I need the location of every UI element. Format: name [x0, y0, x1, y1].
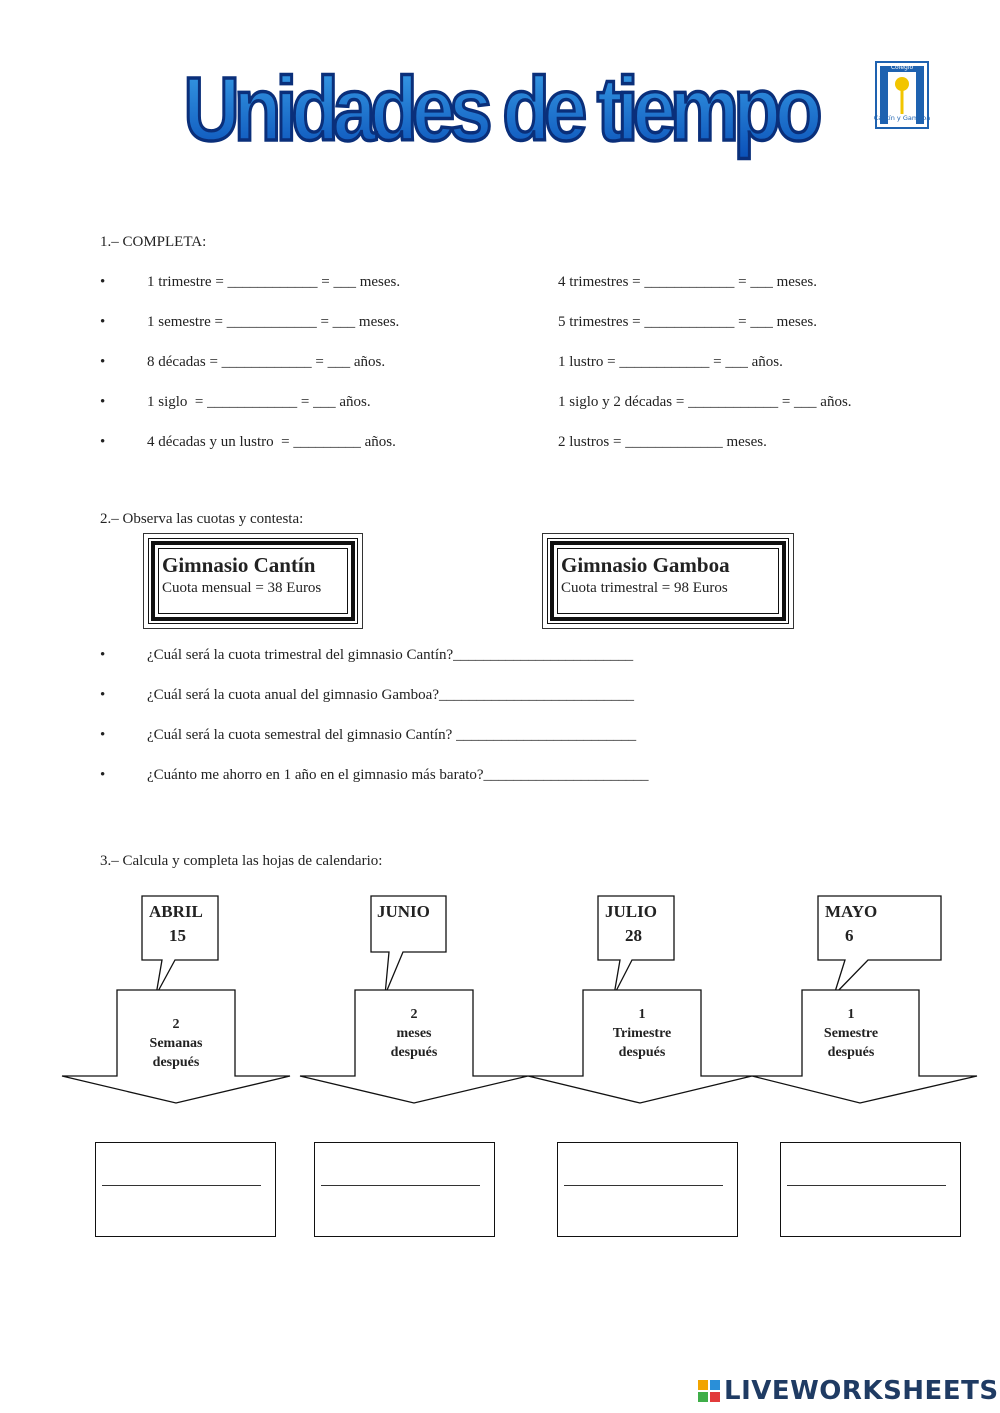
arrow-after: después	[390, 1045, 438, 1060]
gym-fee: Cuota mensual = 38 Euros	[162, 580, 322, 596]
bullet: •	[100, 314, 106, 330]
question-item: ¿Cuál será la cuota trimestral del gimnasio Cantín?________________________	[147, 647, 634, 663]
arrow-unit: Semanas	[149, 1036, 203, 1051]
arrow-unit: meses	[396, 1026, 432, 1041]
question-item: ¿Cuánto me ahorro en 1 año en el gimnasio más barato?______________________	[147, 767, 649, 783]
gym-card-cantin	[143, 533, 363, 629]
liveworksheets-watermark: LIVEWORKSHEETS	[724, 1376, 999, 1406]
answer-box[interactable]	[780, 1142, 961, 1237]
answer-box[interactable]	[314, 1142, 495, 1237]
question-item: ¿Cuál será la cuota anual del gimnasio Gamboa?__________________________	[147, 687, 634, 703]
gym-name: Gimnasio Cantín	[162, 553, 316, 577]
callout-text	[377, 900, 430, 924]
callout-month: MAYO	[825, 902, 878, 921]
gym-name: Gimnasio Gamboa	[561, 553, 730, 577]
callout-month: JULIO	[605, 902, 657, 921]
gym-fee: Cuota trimestral = 98 Euros	[561, 580, 728, 596]
gym-card-gamboa	[542, 533, 794, 629]
answer-line	[321, 1185, 480, 1186]
list-item: 4 décadas y un lustro = _________ años.	[147, 434, 396, 450]
list-item: 2 lustros = _____________ meses.	[558, 434, 767, 450]
bullet: •	[100, 767, 106, 783]
callout-month: JUNIO	[377, 902, 430, 921]
list-item: 1 trimestre = ____________ = ___ meses.	[147, 274, 401, 290]
list-item: 1 semestre = ____________ = ___ meses.	[147, 314, 400, 330]
section2-heading: 2.– Observa las cuotas y contesta:	[100, 511, 304, 527]
section3-heading: 3.– Calcula y completa las hojas de calendario:	[100, 853, 383, 869]
callout-day: 28	[625, 926, 642, 945]
liveworksheets-logo-icon	[698, 1380, 720, 1402]
school-logo	[872, 58, 932, 132]
bullet: •	[100, 274, 106, 290]
arrow-label	[592, 1005, 692, 1062]
list-item: 1 siglo y 2 décadas = ____________ = ___ años.	[558, 394, 852, 410]
list-item: 5 trimestres = ____________ = ___ meses.	[558, 314, 817, 330]
arrow-label	[364, 1005, 464, 1062]
bullet: •	[100, 647, 106, 663]
arrow-number: 2	[410, 1007, 418, 1022]
arrow-label	[126, 1015, 226, 1072]
bullet: •	[100, 394, 106, 410]
title-text: Unidades de tiempo	[183, 58, 817, 160]
section1-heading: 1.– COMPLETA:	[100, 234, 207, 250]
bullet: •	[100, 354, 106, 370]
bullet: •	[100, 434, 106, 450]
answer-line	[564, 1185, 723, 1186]
answer-line	[102, 1185, 261, 1186]
arrow-unit: Trimestre	[612, 1026, 672, 1041]
logo-bottom-text: Cantín y Gamboa	[873, 114, 931, 122]
callout-text	[149, 900, 203, 948]
answer-line	[787, 1185, 946, 1186]
bullet: •	[100, 727, 106, 743]
callout-text	[605, 900, 657, 948]
arrow-label	[801, 1005, 901, 1062]
arrow-number: 1	[847, 1007, 855, 1022]
arrow-after: después	[618, 1045, 666, 1060]
callout-text	[825, 900, 877, 948]
page-title	[183, 48, 817, 168]
answer-box[interactable]	[557, 1142, 738, 1237]
list-item: 1 siglo = ____________ = ___ años.	[147, 394, 371, 410]
logo-top-text: Colegio	[890, 64, 914, 71]
callout-month: ABRIL	[149, 902, 203, 921]
arrow-after: después	[827, 1045, 875, 1060]
question-item: ¿Cuál será la cuota semestral del gimnasio Cantín? ________________________	[147, 727, 637, 743]
arrow-number: 2	[172, 1017, 180, 1032]
answer-box[interactable]	[95, 1142, 276, 1237]
arrow-number: 1	[638, 1007, 646, 1022]
arrow-unit: Semestre	[823, 1026, 879, 1041]
callout-day: 15	[169, 926, 186, 945]
bullet: •	[100, 687, 106, 703]
arrow-after: después	[152, 1055, 200, 1070]
callout-day: 6	[845, 926, 854, 945]
list-item: 1 lustro = ____________ = ___ años.	[558, 354, 783, 370]
list-item: 4 trimestres = ____________ = ___ meses.	[558, 274, 817, 290]
list-item: 8 décadas = ____________ = ___ años.	[147, 354, 386, 370]
